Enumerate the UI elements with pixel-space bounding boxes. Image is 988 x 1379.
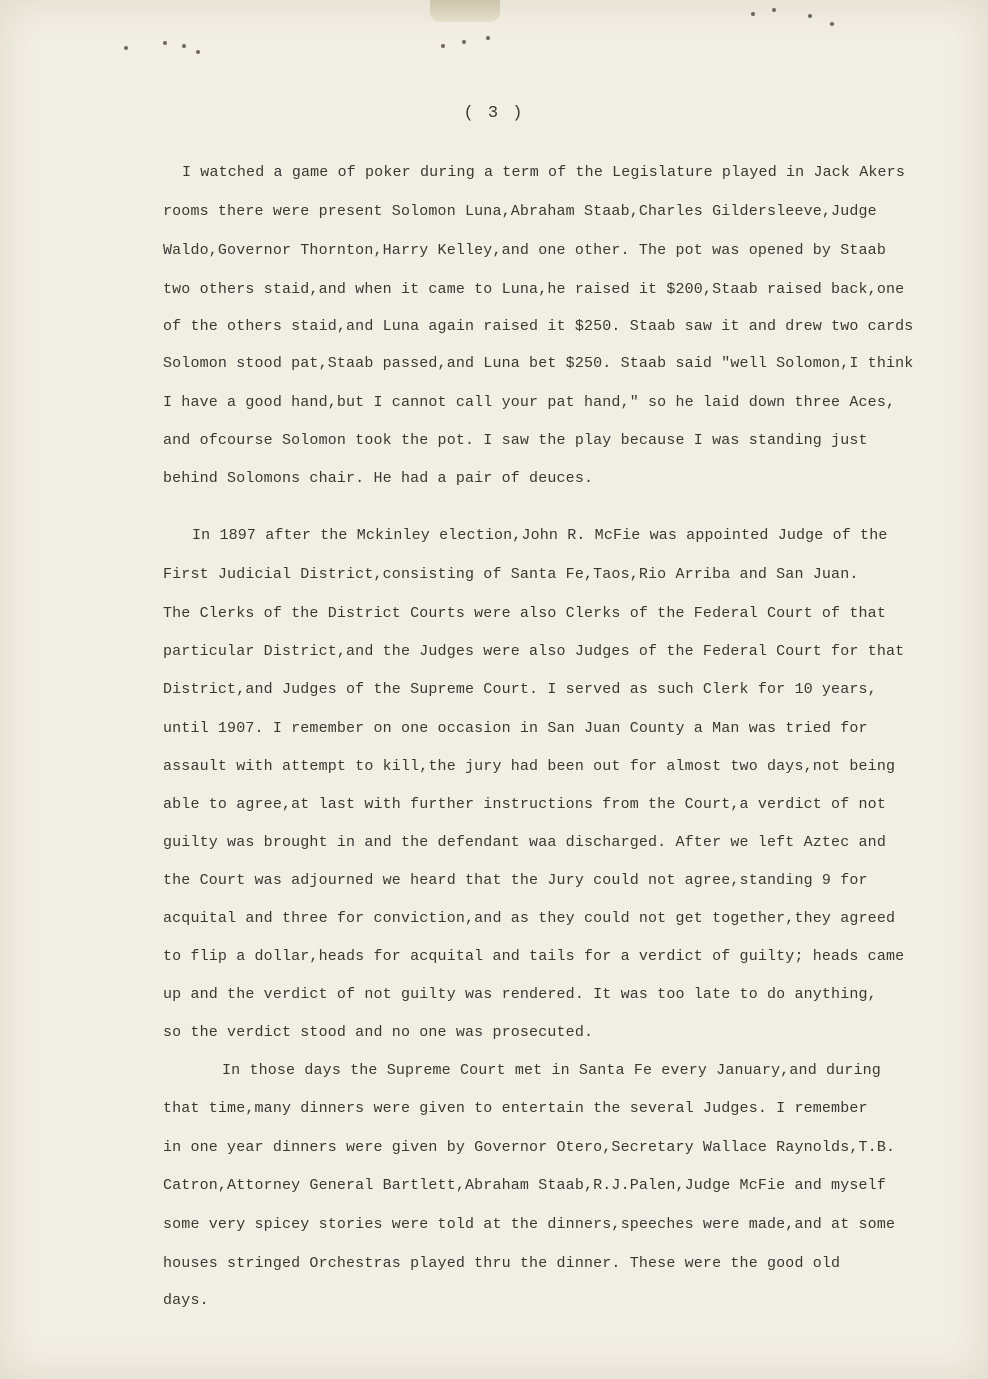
text-line: guilty was brought in and the defendant waa discharged. After we left Aztec and bbox=[163, 834, 886, 851]
text-line: up and the verdict of not guilty was rendered. It was too late to do anything, bbox=[163, 986, 877, 1003]
text-line: and ofcourse Solomon took the pot. I saw the play because I was standing just bbox=[163, 432, 868, 449]
tape-remnant bbox=[430, 0, 500, 22]
text-line: two others staid,and when it came to Luna,he raised it $200,Staab raised back,one bbox=[163, 281, 905, 298]
text-line: until 1907. I remember on one occasion in San Juan County a Man was tried for bbox=[163, 720, 868, 737]
text-line: Catron,Attorney General Bartlett,Abraham Staab,R.J.Palen,Judge McFie and myself bbox=[163, 1177, 886, 1194]
text-line: to flip a dollar,heads for acquital and tails for a verdict of guilty; heads came bbox=[163, 948, 905, 965]
text-line: particular District,and the Judges were also Judges of the Federal Court for that bbox=[163, 643, 905, 660]
punch-hole bbox=[808, 14, 812, 18]
text-line: the Court was adjourned we heard that the Jury could not agree,standing 9 for bbox=[163, 872, 868, 889]
text-line: rooms there were present Solomon Luna,Abraham Staab,Charles Gildersleeve,Judge bbox=[163, 203, 877, 220]
text-line: I watched a game of poker during a term of the Legislature played in Jack Akers bbox=[182, 164, 905, 181]
punch-hole bbox=[486, 36, 490, 40]
text-line: that time,many dinners were given to entertain the several Judges. I remember bbox=[163, 1100, 868, 1117]
text-line: I have a good hand,but I cannot call your pat hand," so he laid down three Aces, bbox=[163, 394, 896, 411]
punch-hole bbox=[163, 41, 167, 45]
punch-hole bbox=[462, 40, 466, 44]
punch-hole bbox=[751, 12, 755, 16]
text-line: so the verdict stood and no one was prosecuted. bbox=[163, 1024, 594, 1041]
punch-hole bbox=[441, 44, 445, 48]
text-line: behind Solomons chair. He had a pair of deuces. bbox=[163, 470, 594, 487]
text-line: In 1897 after the Mckinley election,John R. McFie was appointed Judge of the bbox=[192, 527, 888, 544]
punch-hole bbox=[124, 46, 128, 50]
text-line: some very spicey stories were told at the dinners,speeches were made,and at some bbox=[163, 1216, 896, 1233]
punch-hole bbox=[772, 8, 776, 12]
text-line: First Judicial District,consisting of Santa Fe,Taos,Rio Arriba and San Juan. bbox=[163, 566, 859, 583]
text-line: assault with attempt to kill,the jury had been out for almost two days,not being bbox=[163, 758, 896, 775]
punch-hole bbox=[182, 44, 186, 48]
text-line: Waldo,Governor Thornton,Harry Kelley,and one other. The pot was opened by Staab bbox=[163, 242, 886, 259]
punch-hole bbox=[830, 22, 834, 26]
text-line: of the others staid,and Luna again raised it $250. Staab saw it and drew two cards bbox=[163, 318, 914, 335]
text-line: able to agree,at last with further instructions from the Court,a verdict of not bbox=[163, 796, 886, 813]
text-line: in one year dinners were given by Governor Otero,Secretary Wallace Raynolds,T.B. bbox=[163, 1139, 896, 1156]
text-line: In those days the Supreme Court met in Santa Fe every January,and during bbox=[222, 1062, 881, 1079]
text-line: days. bbox=[163, 1292, 209, 1309]
page-number: ( 3 ) bbox=[463, 104, 525, 123]
text-line: The Clerks of the District Courts were also Clerks of the Federal Court of that bbox=[163, 605, 886, 622]
text-line: Solomon stood pat,Staab passed,and Luna bet $250. Staab said "well Solomon,I think bbox=[163, 355, 914, 372]
text-line: houses stringed Orchestras played thru the dinner. These were the good old bbox=[163, 1255, 841, 1272]
punch-hole bbox=[196, 50, 200, 54]
text-line: District,and Judges of the Supreme Court. I served as such Clerk for 10 years, bbox=[163, 681, 877, 698]
text-line: acquital and three for conviction,and as they could not get together,they agreed bbox=[163, 910, 896, 927]
